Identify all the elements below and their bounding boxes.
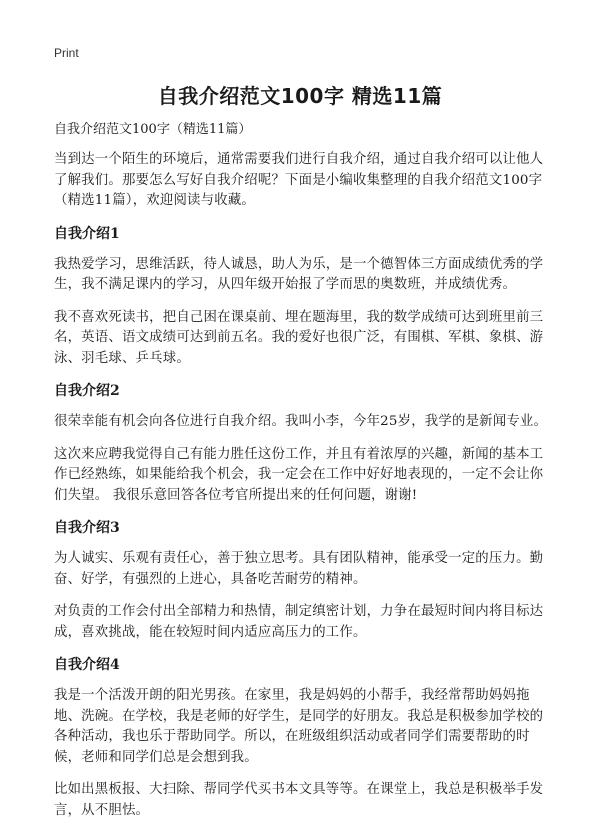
section-1-paragraph-1: 我热爱学习，思维活跃，待人诚恳，助人为乐，是一个德智体三方面成绩优秀的学生，我不满足课内的学习，从四年级开始报了学而思的奥数班，并成绩优秀。 [54,256,544,292]
document-title: 自我介绍范文100字 精选11篇 [157,84,443,108]
section-4-paragraph-1: 我是一个活泼开朗的阳光男孩。在家里，我是妈妈的小帮手，我经常帮助妈妈拖地、洗碗。在学校，我是老师的好学生，是同学的好朋友。我总是积极参加学校的各种活动，我也乐于帮助同学。所以，在班级组织活动或者同学们需要帮助的时候，老师和同学们总是会想到我。 [54,688,544,765]
section-1-paragraph-2: 我不喜欢死读书，把自己困在课桌前、埋在题海里，我的数学成绩可达到班里前三名，英语、语文成绩可达到前五名。我的爱好也很广泛，有围棋、军棋、象棋、游泳、羽毛球、乒乓球。 [54,309,544,366]
section-4-paragraph-2: 比如出黑板报、大扫除、帮同学代买书本文具等等。在课堂上，我总是积极举手发言，从不胆怯。 [54,782,544,818]
section-2-paragraph-1: 很荣幸能有机会向各位进行自我介绍。我叫小李，今年25岁，我学的是新闻专业。 [54,414,548,429]
section-heading-1: 自我介绍1 [54,225,120,242]
intro-paragraph: 当到达一个陌生的环境后，通常需要我们进行自我介绍，通过自我介绍可以让他人了解我们。那要怎么写好自我介绍呢？下面是小编收集整理的自我介绍范文100字（精选11篇），欢迎阅读与收藏。 [54,152,544,208]
section-heading-4: 自我介绍4 [54,657,120,673]
section-heading-3: 自我介绍3 [54,520,120,536]
section-3-paragraph-1: 为人诚实、乐观有责任心，善于独立思考。具有团队精神，能承受一定的压力。勤奋、好学，有强烈的上进心，具备吃苦耐劳的精神。 [54,551,544,587]
print-link[interactable]: Print [54,46,79,60]
section-2-paragraph-2: 这次来应聘我觉得自己有能力胜任这份工作，并且有着浓厚的兴趣，新闻的基本工作已经熟练，如果能给我个机会，我一定会在工作中好好地表现的，一定不会让你们失望。 我很乐意回答各位考官所提出来的任何问题，谢谢! [54,446,544,503]
section-3-paragraph-2: 对负责的工作会付出全部精力和热情，制定缜密计划，力争在最短时间内将目标达成，喜欢挑战，能在较短时间内适应高压力的工作。 [54,604,544,640]
document-body [54,120,550,833]
section-heading-2: 自我介绍2 [54,383,120,399]
document-subtitle: 自我介绍范文100字（精选11篇） [54,122,252,137]
